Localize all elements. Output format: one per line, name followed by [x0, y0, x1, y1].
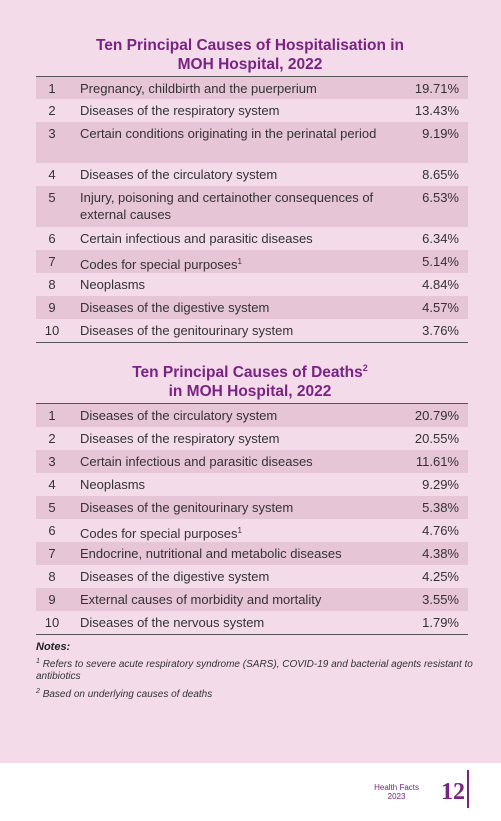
cause-text: Diseases of the digestive system [80, 569, 270, 584]
percent-cell: 9.29% [422, 477, 459, 492]
cause-cell [80, 542, 389, 565]
note-1-marker: 1 [36, 658, 40, 665]
cause-text: Diseases of the respiratory system [80, 103, 280, 118]
note-2-text: Based on underlying causes of deaths [42, 689, 213, 700]
table-row [36, 450, 468, 473]
percent-cell: 20.55% [414, 431, 459, 446]
rank-cell: 3 [36, 450, 80, 473]
cause-cell [80, 227, 389, 250]
table-row [36, 542, 468, 565]
table-row [36, 77, 468, 100]
rank-cell: 1 [36, 77, 80, 100]
rank-cell: 5 [36, 496, 80, 519]
table-row [36, 404, 468, 428]
percent-cell: 4.25% [422, 569, 459, 584]
rank-cell: 2 [48, 431, 56, 446]
rank-cell: 1 [36, 404, 80, 428]
cause-cell [80, 319, 389, 343]
percent-cell: 3.76% [422, 323, 459, 338]
table-row [36, 273, 468, 296]
percent-cell: 1.79% [422, 615, 459, 630]
cause-text: Diseases of the genitourinary system [80, 323, 294, 338]
cause-text: Codes for special purposes [80, 526, 238, 541]
table-row [36, 611, 468, 635]
rank-cell: 10 [44, 615, 60, 630]
rank-cell: 8 [48, 277, 56, 292]
percent-cell: 11.61% [389, 450, 468, 473]
rank-cell: 9 [36, 588, 80, 611]
percent-cell: 4.84% [422, 277, 459, 292]
table-row [36, 163, 468, 186]
deaths-title [36, 359, 464, 401]
cause-cell [80, 588, 389, 611]
footer-label-line1: Health Facts [374, 783, 419, 792]
rank-cell: 9 [36, 296, 80, 319]
cause-text: Diseases of the circulatory system [80, 408, 278, 423]
table-row [36, 186, 468, 227]
cause-text: Diseases of the digestive system [80, 300, 270, 315]
rank-cell: 4 [48, 477, 56, 492]
hospitalisation-title-line1: Ten Principal Causes of Hospitalisation in [95, 37, 405, 54]
cause-cell [80, 122, 389, 163]
table-row [36, 519, 468, 542]
cause-cell [80, 450, 389, 473]
cause-cell [80, 427, 389, 450]
note-1 [36, 656, 476, 683]
rank-cell: 6 [48, 231, 56, 246]
cause-text: External causes of morbidity and mortality [80, 592, 322, 607]
page-number: 12 [441, 779, 465, 805]
cause-cell [80, 496, 389, 519]
cause-cell [80, 404, 389, 428]
cause-cell [80, 519, 389, 542]
table-row [36, 227, 468, 250]
hospitalisation-title-line2: MOH Hospital, 2022 [177, 56, 323, 73]
table-row [36, 588, 468, 611]
cause-cell [80, 250, 389, 273]
table-row [36, 427, 468, 450]
cause-text: Diseases of the nervous system [80, 615, 265, 630]
notes-section [36, 641, 476, 704]
rank-cell: 7 [36, 250, 80, 273]
table-row [36, 319, 468, 343]
table-row [36, 496, 468, 519]
notes-heading: Notes: [36, 641, 71, 653]
table-row [36, 122, 468, 163]
deaths-table [36, 403, 468, 635]
cause-text: Diseases of the genitourinary system [80, 500, 294, 515]
deaths-title-line2: in MOH Hospital, 2022 [168, 383, 332, 400]
percent-cell: 13.43% [414, 103, 459, 118]
cause-cell [80, 611, 389, 635]
percent-cell: 4.76% [422, 523, 459, 538]
rank-cell: 4 [48, 167, 56, 182]
table-row [36, 565, 468, 588]
cause-cell [80, 186, 389, 227]
cause-text: Neoplasms [80, 477, 146, 492]
cause-cell [80, 473, 389, 496]
rank-cell: 3 [36, 122, 80, 163]
cause-cell [80, 296, 389, 319]
cause-text: Certain infectious and parasitic diseases [80, 231, 313, 246]
cause-text: Certain conditions originating in the perinatal period [80, 126, 377, 141]
percent-cell: 19.71% [389, 77, 468, 100]
cause-text: Endocrine, nutritional and metabolic diseases [80, 546, 342, 561]
table-row [36, 99, 468, 122]
footer-label-line2: 2023 [387, 792, 406, 801]
cause-cell [80, 99, 389, 122]
cause-text: Codes for special purposes [80, 257, 238, 272]
rank-cell: 10 [44, 323, 60, 338]
note-2 [36, 686, 476, 701]
note-2-marker: 2 [36, 688, 40, 695]
rank-cell: 8 [48, 569, 56, 584]
percent-cell: 8.65% [422, 167, 459, 182]
percent-cell: 5.14% [389, 250, 468, 273]
note-1-text: Refers to severe acute respiratory syndrome (SARS), COVID-19 and bacterial agents resistant to antibiotics [36, 659, 473, 682]
rank-cell: 5 [36, 186, 80, 227]
hospitalisation-table [36, 76, 468, 343]
cause-cell [80, 273, 389, 296]
percent-cell: 3.55% [389, 588, 468, 611]
cause-text: Diseases of the circulatory system [80, 167, 278, 182]
percent-cell: 6.34% [422, 231, 459, 246]
footnote-marker: 1 [237, 526, 242, 535]
percent-cell: 20.79% [389, 404, 468, 428]
cause-cell [80, 77, 389, 100]
rank-cell: 2 [48, 103, 56, 118]
footer-label [374, 783, 419, 801]
cause-cell [80, 565, 389, 588]
percent-cell: 4.38% [389, 542, 468, 565]
percent-cell: 6.53% [389, 186, 468, 227]
cause-text: Injury, poisoning and certainother consequences of external causes [80, 190, 374, 222]
cause-text: Neoplasms [80, 277, 146, 292]
cause-text: Diseases of the respiratory system [80, 431, 280, 446]
cause-text: Pregnancy, childbirth and the puerperium [80, 81, 317, 96]
footnote-marker: 1 [237, 257, 242, 266]
percent-cell: 4.57% [389, 296, 468, 319]
deaths-title-text: Ten Principal Causes of Deaths [132, 364, 363, 381]
deaths-title-line1 [36, 359, 464, 382]
table-row [36, 250, 468, 273]
rank-cell: 6 [48, 523, 56, 538]
hospitalisation-title [36, 36, 464, 74]
percent-cell: 5.38% [389, 496, 468, 519]
table-row [36, 473, 468, 496]
footer-divider [467, 770, 469, 808]
percent-cell: 9.19% [389, 122, 468, 163]
deaths-title-footnote: 2 [362, 363, 368, 373]
cause-text: Certain infectious and parasitic diseases [80, 454, 313, 469]
rank-cell: 7 [36, 542, 80, 565]
table-row [36, 296, 468, 319]
cause-cell [80, 163, 389, 186]
